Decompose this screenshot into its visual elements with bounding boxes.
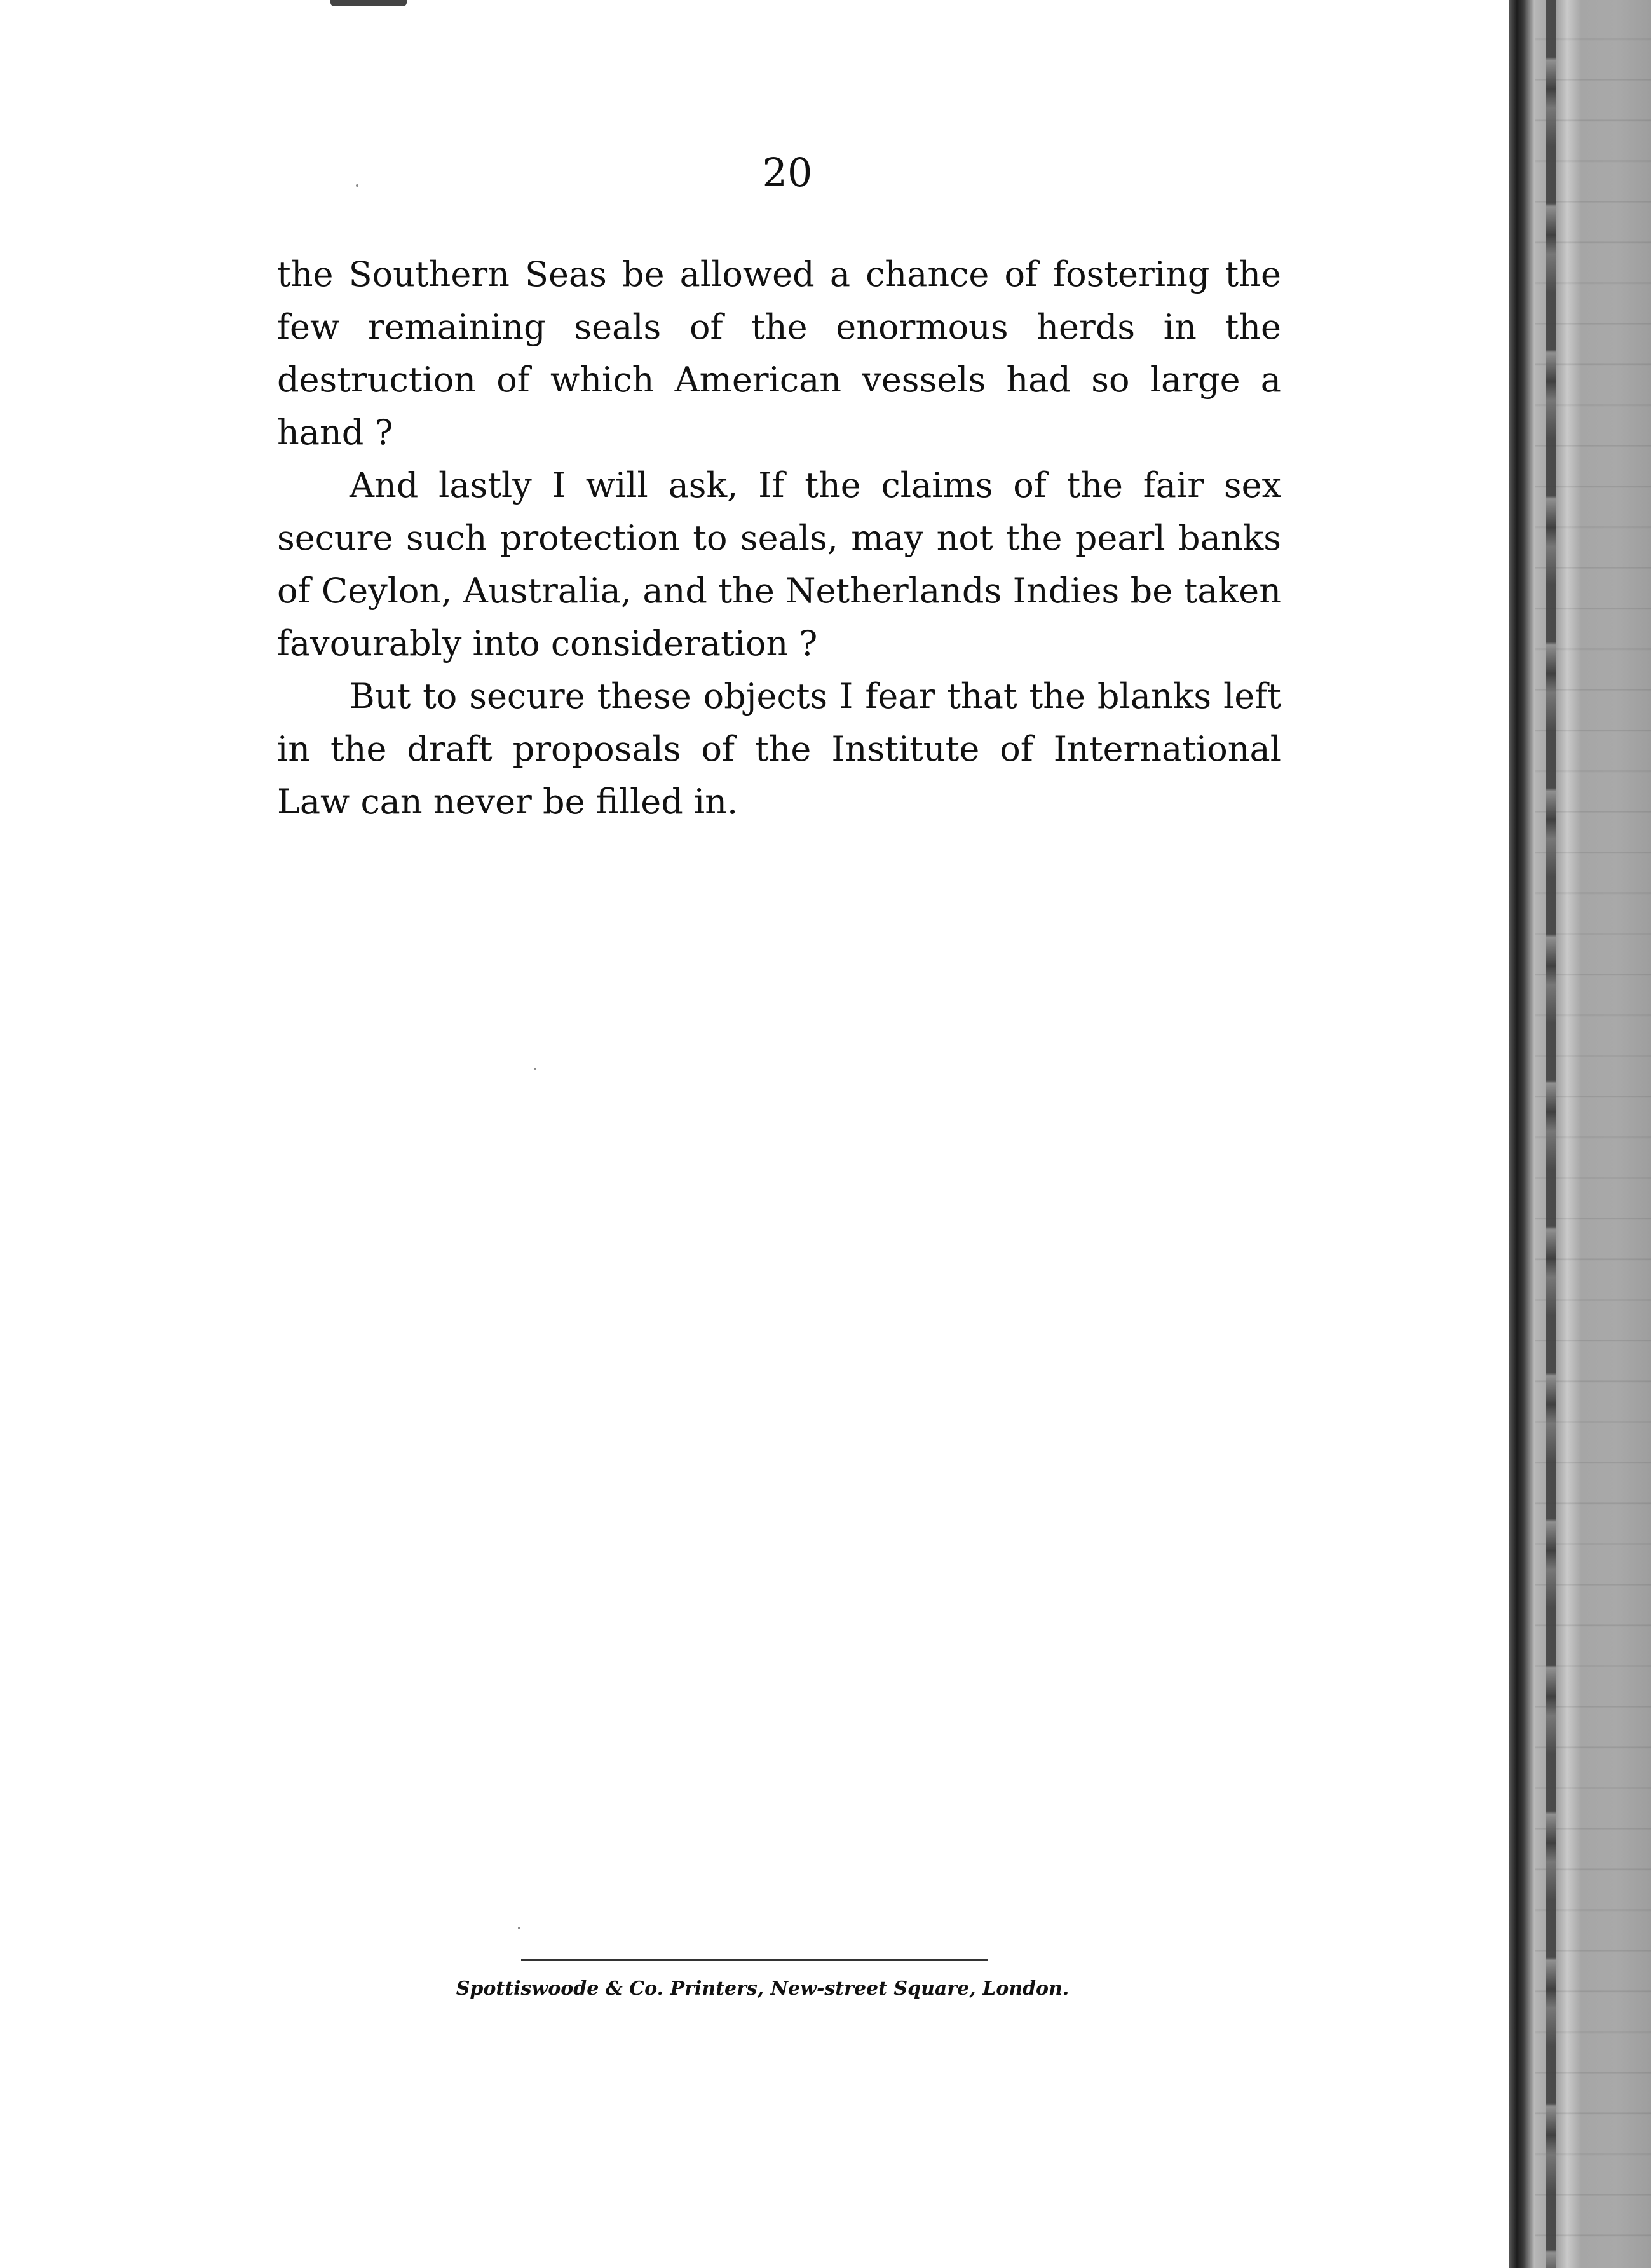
- paragraph-3: But to secure these objects I fear that the blanks left in the draft proposals of the Institute of International Law can never be filled in.: [277, 676, 1281, 822]
- scan-speck: [534, 1068, 536, 1070]
- imprint-divider: [521, 1959, 988, 1961]
- body-text: [277, 248, 1281, 828]
- book-spine-shadow: [1509, 0, 1535, 2268]
- scan-artifact-top: [330, 0, 407, 6]
- printer-imprint: Spottiswoode & Co. Printers, New-street Square, London.: [456, 1978, 1070, 2000]
- page-number: 20: [762, 149, 813, 196]
- paragraph-2: And lastly I will ask, If the claims of the fair sex secure such protection to seals, may not the pearl banks of Ceylon, Australia, and the Netherlands Indies be taken favourably into consideration ?: [277, 465, 1281, 663]
- paragraph-1: the Southern Seas be allowed a chance of fostering the few remaining seals of the enormous herds in the destruction of which American vessels had so large a hand ?: [277, 254, 1281, 452]
- book-edge-texture: [1546, 0, 1556, 2268]
- scan-speck: [518, 1927, 520, 1929]
- scan-speck: [356, 184, 358, 187]
